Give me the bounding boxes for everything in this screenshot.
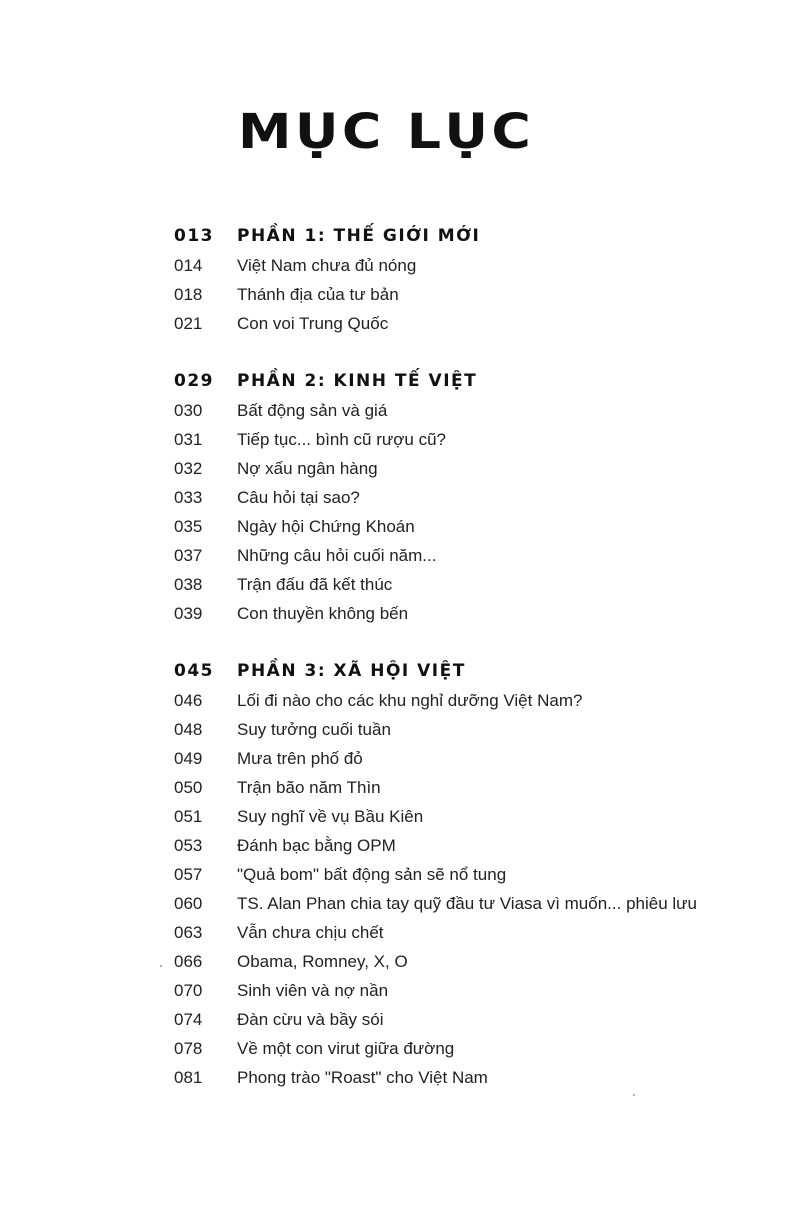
entry-title: Vẫn chưa chịu chết: [237, 922, 384, 942]
toc-entry: [174, 976, 774, 1005]
entry-page-number: 031: [174, 429, 203, 449]
section-title: PHẦN 3: XÃ HỘI VIỆT: [237, 661, 466, 681]
entry-title: Con voi Trung Quốc: [237, 313, 389, 333]
toc-entry: [174, 1005, 774, 1034]
toc-entry: [174, 773, 774, 802]
entry-page-number: 050: [174, 777, 203, 797]
table-of-contents: [174, 221, 774, 1120]
entry-title: Obama, Romney, X, O: [237, 951, 408, 971]
entry-title: Đàn cừu và bầy sói: [237, 1009, 384, 1029]
toc-entry: [174, 251, 774, 280]
entry-page-number: 030: [174, 400, 203, 420]
toc-entry: [174, 483, 774, 512]
entry-page-number: 048: [174, 719, 203, 739]
section-heading: [174, 221, 774, 251]
toc-entry: [174, 686, 774, 715]
entry-title: Về một con virut giữa đường: [237, 1038, 455, 1058]
entry-page-number: 057: [174, 864, 203, 884]
section-page-number: 045: [174, 661, 214, 681]
entry-page-number: 066: [174, 951, 203, 971]
entry-title: Lối đi nào cho các khu nghỉ dưỡng Việt Nam?: [237, 690, 583, 710]
entry-title: Thánh địa của tư bản: [237, 284, 399, 304]
entry-page-number: 014: [174, 255, 203, 275]
entry-title: Tiếp tục... bình cũ rượu cũ?: [237, 429, 446, 449]
entry-page-number: 035: [174, 516, 203, 536]
entry-title: "Quả bom" bất động sản sẽ nổ tung: [237, 864, 507, 884]
entry-page-number: 021: [174, 313, 203, 333]
toc-entry: [174, 802, 774, 831]
toc-entry: [174, 947, 774, 976]
entry-page-number: 032: [174, 458, 203, 478]
page-title: MỤC LỤC: [238, 104, 535, 160]
entry-page-number: 046: [174, 690, 203, 710]
toc-entry: [174, 918, 774, 947]
toc-entry: [174, 889, 774, 918]
section-title: PHẦN 1: THẾ GIỚI MỚI: [237, 226, 481, 246]
toc-entry: [174, 309, 774, 338]
entry-page-number: 053: [174, 835, 203, 855]
toc-entry: [174, 1063, 774, 1092]
entry-title: Những câu hỏi cuối năm...: [237, 545, 437, 565]
toc-entry: [174, 454, 774, 483]
toc-section-3: [174, 656, 774, 1092]
entry-title: Sinh viên và nợ nần: [237, 980, 389, 1000]
entry-page-number: 078: [174, 1038, 203, 1058]
entry-title: Trận đấu đã kết thúc: [237, 574, 393, 594]
entry-page-number: 038: [174, 574, 203, 594]
entry-page-number: 051: [174, 806, 203, 826]
section-page-number: 029: [174, 371, 214, 391]
entry-page-number: 060: [174, 893, 203, 913]
entry-page-number: 070: [174, 980, 203, 1000]
entry-page-number: 049: [174, 748, 203, 768]
toc-entry: [174, 280, 774, 309]
toc-entry: [174, 744, 774, 773]
entry-title: Phong trào "Roast" cho Việt Nam: [237, 1067, 488, 1087]
toc-entry: [174, 1034, 774, 1063]
entry-title: Con thuyền không bến: [237, 603, 409, 623]
entry-page-number: 018: [174, 284, 203, 304]
scan-speck: [633, 1094, 635, 1096]
toc-entry: [174, 715, 774, 744]
toc-entry: [174, 860, 774, 889]
entry-page-number: 063: [174, 922, 203, 942]
entry-title: Suy tưởng cuối tuần: [237, 719, 391, 739]
section-heading: [174, 366, 774, 396]
section-heading: [174, 656, 774, 686]
entry-title: Trận bão năm Thìn: [237, 777, 381, 797]
toc-section-1: [174, 221, 774, 338]
entry-title: Suy nghĩ về vụ Bầu Kiên: [237, 806, 424, 826]
entry-title: Việt Nam chưa đủ nóng: [237, 255, 417, 275]
scan-speck: [160, 965, 162, 967]
entry-title: Ngày hội Chứng Khoán: [237, 516, 415, 536]
entry-title: TS. Alan Phan chia tay quỹ đầu tư Viasa vì muốn... phiêu lưu: [237, 893, 697, 913]
entry-title: Đánh bạc bằng OPM: [237, 835, 396, 855]
entry-page-number: 074: [174, 1009, 203, 1029]
entry-page-number: 037: [174, 545, 203, 565]
toc-entry: [174, 570, 774, 599]
toc-entry: [174, 541, 774, 570]
entry-title: Bất động sản và giá: [237, 400, 388, 420]
entry-title: Mưa trên phố đỏ: [237, 748, 363, 768]
toc-section-2: [174, 366, 774, 628]
entry-page-number: 039: [174, 603, 203, 623]
toc-entry: [174, 599, 774, 628]
toc-entry: [174, 425, 774, 454]
toc-entry: [174, 512, 774, 541]
entry-page-number: 081: [174, 1067, 203, 1087]
toc-entry: [174, 396, 774, 425]
section-page-number: 013: [174, 226, 214, 246]
entry-title: Câu hỏi tại sao?: [237, 487, 360, 507]
entry-title: Nợ xấu ngân hàng: [237, 458, 378, 478]
section-title: PHẦN 2: KINH TẾ VIỆT: [237, 371, 478, 391]
toc-entry: [174, 831, 774, 860]
entry-page-number: 033: [174, 487, 203, 507]
